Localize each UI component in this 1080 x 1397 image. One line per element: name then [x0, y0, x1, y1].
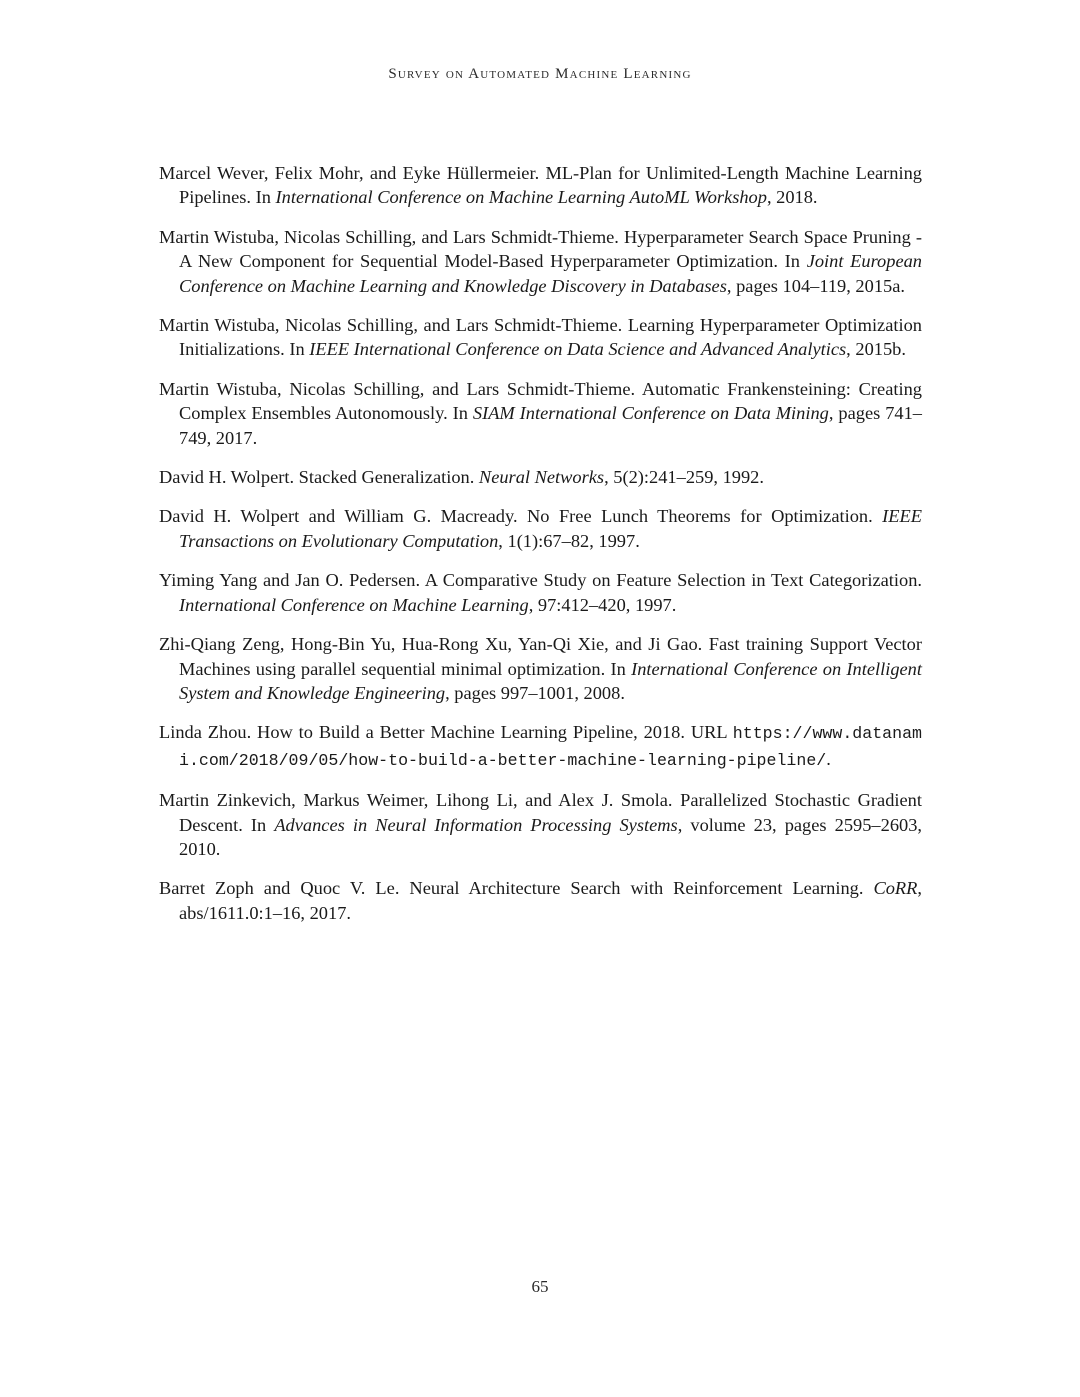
reference-venue: International Conference on Intelligent System and Knowledge Engineering	[179, 658, 922, 703]
reference-text: David H. Wolpert. Stacked Generalization.	[159, 467, 479, 488]
reference-details: .	[826, 748, 831, 769]
reference-entry	[159, 313, 922, 362]
reference-venue: Advances in Neural Information Processing Systems	[274, 814, 678, 835]
reference-details: , 2018.	[766, 187, 818, 208]
reference-entry	[159, 876, 922, 925]
reference-venue: International Conference on Machine Learning	[179, 594, 529, 615]
reference-details: , abs/1611.0:1–16, 2017.	[179, 878, 922, 923]
reference-details: , 2015b.	[846, 339, 906, 360]
reference-details: , volume 23, pages 2595–2603, 2010.	[179, 814, 922, 859]
reference-details: , pages 997–1001, 2008.	[445, 682, 625, 703]
reference-venue: SIAM International Conference on Data Mining	[472, 403, 829, 424]
reference-venue: International Conference on Machine Learning AutoML Workshop	[275, 187, 767, 208]
reference-details: , 1(1):67–82, 1997.	[498, 530, 640, 551]
reference-venue: Neural Networks	[478, 467, 605, 488]
reference-entry	[159, 720, 922, 773]
reference-entry	[159, 504, 922, 553]
reference-venue: IEEE Transactions on Evolutionary Computation	[179, 506, 922, 551]
reference-url-link[interactable]: https://www.datanami.com/2018/09/05/how-to-build-a-better-machine-learning-pipeline/	[179, 724, 922, 770]
reference-text: Zhi-Qiang Zeng, Hong-Bin Yu, Hua-Rong Xu, Yan-Qi Xie, and Ji Gao. Fast training Support Vector Machines using parallel sequential minimal optimization. In	[159, 634, 922, 679]
reference-details: , 97:412–420, 1997.	[528, 594, 677, 615]
reference-entry	[159, 568, 922, 617]
reference-details: , pages 741–749, 2017.	[179, 403, 922, 448]
reference-entry	[159, 161, 922, 210]
reference-venue: Joint European Conference on Machine Learning and Knowledge Discovery in Databases	[179, 251, 923, 296]
reference-details: , 5(2):241–259, 1992.	[604, 467, 764, 488]
page-number: 65	[531, 1277, 549, 1296]
reference-text: Marcel Wever, Felix Mohr, and Eyke Hüllermeier. ML-Plan for Unlimited-Length Machine Learning Pipelines. In	[159, 163, 922, 208]
reference-text: Martin Wistuba, Nicolas Schilling, and Lars Schmidt-Thieme. Hyperparameter Search Space Pruning - A New Component for Sequential Model-Based Hyperparameter Optimization. In	[159, 226, 922, 272]
reference-details: , pages 104–119, 2015a.	[726, 275, 905, 296]
reference-venue: IEEE International Conference on Data Science and Advanced Analytics	[309, 339, 847, 360]
running-head: Survey on Automated Machine Learning	[388, 66, 692, 82]
reference-entry	[159, 788, 922, 861]
reference-entry	[159, 632, 922, 705]
reference-text: Martin Zinkevich, Markus Weimer, Lihong Li, and Alex J. Smola. Parallelized Stochastic Gradient Descent. In	[159, 790, 922, 835]
reference-text: Linda Zhou. How to Build a Better Machine Learning Pipeline, 2018. URL	[159, 722, 733, 743]
reference-entry	[159, 225, 922, 298]
reference-text: Yiming Yang and Jan O. Pedersen. A Comparative Study on Feature Selection in Text Categorization.	[159, 570, 922, 591]
reference-entry	[159, 377, 922, 450]
reference-entry	[159, 465, 922, 489]
reference-venue: CoRR	[873, 878, 918, 899]
reference-text: David H. Wolpert and William G. Macready. No Free Lunch Theorems for Optimization.	[159, 506, 883, 527]
reference-text: Barret Zoph and Quoc V. Le. Neural Architecture Search with Reinforcement Learning.	[159, 878, 874, 899]
reference-text: Martin Wistuba, Nicolas Schilling, and Lars Schmidt-Thieme. Automatic Frankensteining: Creating Complex Ensembles Autonomously. In	[159, 378, 922, 424]
reference-list	[159, 161, 922, 940]
reference-text: Martin Wistuba, Nicolas Schilling, and Lars Schmidt-Thieme. Learning Hyperparameter Optimization Initializations. In	[159, 315, 922, 360]
